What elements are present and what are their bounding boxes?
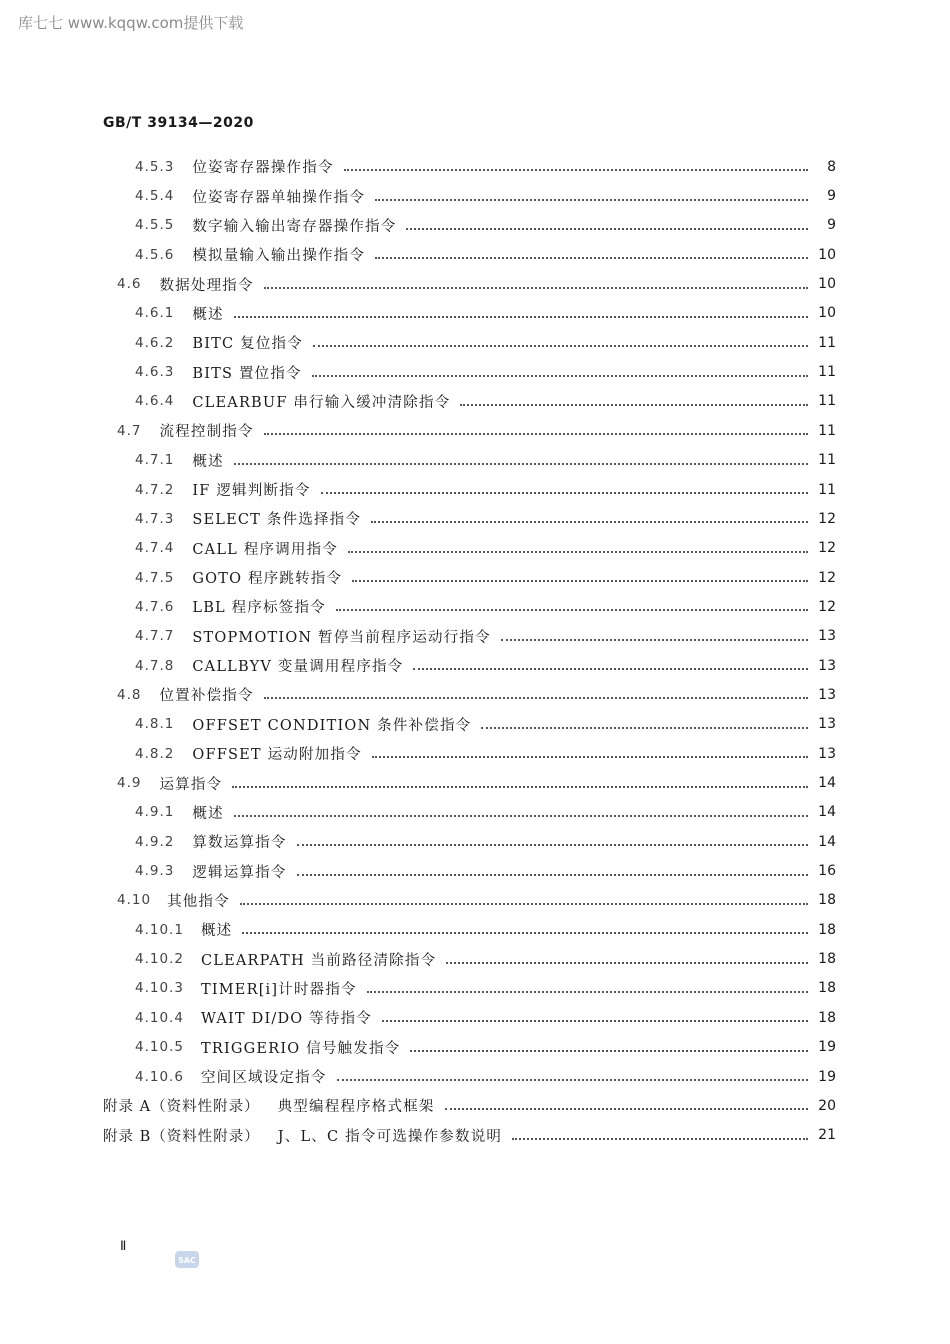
toc-entry-title: BITC 复位指令 [192, 336, 303, 353]
toc-entry-title: SELECT 条件选择指令 [192, 512, 362, 529]
toc-entry-text [135, 450, 228, 471]
toc-entry-number: 4.10.3 [135, 980, 184, 997]
toc-entry-number: 4.7.3 [135, 510, 175, 527]
toc-entry-text [135, 156, 338, 177]
toc-dot-leader [240, 902, 808, 905]
toc-entry[interactable] [0, 1121, 950, 1150]
toc-dot-leader [348, 550, 808, 553]
toc-entry-title: 模拟量输入输出操作指令 [192, 248, 366, 265]
toc-dot-leader [481, 726, 808, 729]
toc-entry-title: 位置补偿指令 [159, 688, 254, 705]
toc-entry[interactable] [0, 974, 950, 1003]
svg-text:SAC: SAC [178, 1255, 196, 1265]
toc-entry-page: 9 [827, 188, 836, 205]
toc-entry-number: 4.7.1 [135, 452, 175, 469]
toc-entry-number: 4.8.2 [135, 745, 175, 762]
toc-dot-leader [372, 755, 808, 758]
toc-entry-title: 算数运算指令 [192, 835, 287, 852]
toc-entry-number: 4.5.6 [135, 246, 175, 263]
toc-dot-leader [375, 198, 808, 201]
toc-entry-text [135, 479, 315, 500]
toc-entry-title: IF 逻辑判断指令 [192, 483, 311, 500]
toc-entry-text [135, 332, 307, 353]
toc-entry-page: 13 [818, 686, 836, 703]
toc-entry-title: 数字输入输出寄存器操作指令 [192, 218, 397, 235]
toc-entry-page: 18 [818, 892, 836, 909]
toc-entry-page: 8 [827, 158, 836, 175]
toc-entry-title: CALL 程序调用指令 [192, 541, 338, 558]
toc-entry-number: 4.10 [117, 892, 152, 909]
toc-entry-text [135, 1007, 376, 1028]
toc-entry-title: STOPMOTION 暂停当前程序运动行指令 [192, 629, 491, 646]
toc-entry-page: 13 [818, 745, 836, 762]
toc-entry-page: 13 [818, 657, 836, 674]
toc-dot-leader [336, 608, 808, 611]
toc-entry[interactable] [0, 416, 950, 445]
toc-entry[interactable] [0, 798, 950, 827]
toc-entry-page: 12 [818, 540, 836, 557]
toc-dot-leader [234, 462, 808, 465]
sac-logo-icon [177, 1255, 197, 1265]
toc-entry[interactable] [0, 357, 950, 386]
toc-entry-text [135, 978, 361, 999]
toc-entry-page: 16 [818, 863, 836, 880]
toc-entry-title: CALLBYV 变量调用程序指令 [192, 659, 404, 676]
toc-entry-page: 19 [818, 1039, 836, 1056]
toc-entry-title: BITS 置位指令 [192, 365, 302, 382]
toc-entry-number: 4.10.4 [135, 1009, 184, 1026]
toc-entry[interactable] [0, 152, 950, 181]
toc-entry-text [135, 215, 400, 236]
toc-entry-page: 12 [818, 569, 836, 586]
toc-entry-page: 11 [818, 452, 836, 469]
toc-entry-number: 4.6.4 [135, 393, 175, 410]
toc-entry-number: 4.9 [117, 775, 142, 792]
toc-entry-number: 4.7.8 [135, 657, 175, 674]
toc-entry-text [135, 391, 454, 412]
toc-entry[interactable] [0, 534, 950, 563]
toc-entry-number: 4.9.3 [135, 863, 175, 880]
toc-entry[interactable] [0, 856, 950, 885]
toc-entry-number: 4.10.5 [135, 1039, 184, 1056]
toc-entry-text [135, 919, 236, 940]
toc-entry-page: 12 [818, 598, 836, 615]
toc-entry-page: 12 [818, 510, 836, 527]
toc-dot-leader [242, 931, 808, 934]
toc-entry-number: 4.9.1 [135, 804, 175, 821]
toc-entry-page: 13 [818, 628, 836, 645]
toc-entry-page: 18 [818, 951, 836, 968]
toc-entry-title: 典型编程程序格式框架 [277, 1099, 435, 1116]
toc-dot-leader [337, 1078, 808, 1081]
toc-entry-title: 概述 [192, 805, 224, 822]
toc-entry-text [117, 420, 258, 441]
toc-entry[interactable] [0, 592, 950, 621]
toc-dot-leader [344, 168, 808, 171]
toc-dot-leader [264, 696, 808, 699]
toc-entry[interactable] [0, 739, 950, 768]
toc-entry-text [135, 802, 228, 823]
toc-entry[interactable] [0, 680, 950, 709]
toc-entry-text [135, 714, 475, 735]
toc-entry[interactable] [0, 387, 950, 416]
toc-dot-leader [501, 638, 808, 641]
toc-entry[interactable] [0, 886, 950, 915]
toc-entry-text [135, 831, 291, 852]
toc-entry-number: 4.8 [117, 686, 142, 703]
toc-entry-title: CLEARBUF 串行输入缓冲清除指令 [192, 394, 451, 411]
toc-entry-title: TRIGGERIO 信号触发指令 [200, 1040, 401, 1057]
toc-entry-number: 4.6.1 [135, 305, 175, 322]
toc-entry-number: 4.6.3 [135, 364, 175, 381]
toc-entry-title: 空间区域设定指令 [200, 1070, 327, 1087]
toc-entry[interactable] [0, 944, 950, 973]
toc-entry-number: 4.8.1 [135, 716, 175, 733]
toc-entry-page: 11 [818, 334, 836, 351]
toc-entry[interactable] [0, 240, 950, 269]
toc-dot-leader [234, 814, 808, 817]
toc-entry-title: 位姿寄存器单轴操作指令 [192, 189, 366, 206]
toc-dot-leader [321, 491, 808, 494]
toc-entry-text [135, 949, 440, 970]
toc-entry-number: 4.7.5 [135, 569, 175, 586]
toc-entry-page: 14 [818, 833, 836, 850]
toc-entry-page: 18 [818, 921, 836, 938]
toc-entry-page: 10 [818, 305, 836, 322]
toc-entry-text [135, 303, 228, 324]
toc-entry[interactable] [0, 622, 950, 651]
toc-entry-page: 19 [818, 1068, 836, 1085]
toc-entry-title: TIMER[i]计时器指令 [200, 981, 357, 998]
toc-entry-text [135, 1037, 404, 1058]
toc-entry-text [135, 626, 495, 647]
toc-dot-leader [234, 315, 808, 318]
toc-entry[interactable] [0, 1091, 950, 1120]
toc-entry-page: 21 [818, 1127, 836, 1144]
toc-entry-title: 其他指令 [167, 893, 230, 910]
page-number: Ⅱ [120, 1238, 127, 1253]
toc-entry-number: 4.7.6 [135, 598, 175, 615]
toc-entry-number: 4.7.4 [135, 540, 175, 557]
toc-entry-number: 4.10.1 [135, 921, 184, 938]
toc-entry[interactable] [0, 446, 950, 475]
toc-entry-text [135, 538, 342, 559]
toc-dot-leader [232, 785, 808, 788]
toc-dot-leader [460, 403, 808, 406]
toc-entry-number: 4.7.7 [135, 628, 175, 645]
toc-entry-title: 逻辑运算指令 [192, 864, 287, 881]
toc-entry-title: LBL 程序标签指令 [192, 600, 326, 617]
toc-dot-leader [512, 1137, 808, 1140]
toc-entry-text [135, 508, 365, 529]
toc-entry[interactable] [0, 710, 950, 739]
toc-entry-title: 数据处理指令 [159, 277, 254, 294]
toc-entry-title: 概述 [200, 923, 233, 940]
toc-entry-text [135, 655, 407, 676]
toc-entry-text [117, 890, 234, 911]
toc-entry[interactable] [0, 504, 950, 533]
toc-dot-leader [297, 873, 808, 876]
toc-entry-title: 概述 [192, 453, 224, 470]
toc-dot-leader [371, 520, 808, 523]
toc-entry-number: 4.9.2 [135, 833, 175, 850]
toc-dot-leader [312, 374, 808, 377]
toc-entry-page: 11 [818, 481, 836, 498]
toc-entry-page: 14 [818, 775, 836, 792]
toc-entry[interactable] [0, 299, 950, 328]
toc-entry-text [135, 596, 330, 617]
toc-entry[interactable] [0, 1062, 950, 1091]
toc-entry-page: 10 [818, 246, 836, 263]
toc-entry-text [135, 861, 291, 882]
toc-entry-page: 9 [827, 217, 836, 234]
toc-entry-text [135, 362, 306, 383]
toc-entry-title: WAIT DI/DO 等待指令 [200, 1011, 372, 1028]
toc-entry-page: 20 [818, 1097, 836, 1114]
toc-entry-page: 10 [818, 276, 836, 293]
toc-entry-page: 18 [818, 1009, 836, 1026]
toc-entry-page: 18 [818, 980, 836, 997]
toc-entry[interactable] [0, 563, 950, 592]
toc-entry-number: 4.5.4 [135, 188, 175, 205]
toc-dot-leader [297, 843, 808, 846]
toc-entry-number: 4.5.5 [135, 217, 175, 234]
toc-entry-page: 14 [818, 804, 836, 821]
toc-entry[interactable] [0, 328, 950, 357]
toc-dot-leader [445, 1107, 808, 1110]
toc-entry-title: 运算指令 [159, 776, 223, 793]
standard-number: GB/T 39134—2020 [103, 115, 254, 131]
toc-entry[interactable] [0, 269, 950, 298]
sac-logo [175, 1251, 199, 1268]
toc-dot-leader [413, 667, 808, 670]
toc-entry-text [135, 743, 366, 764]
toc-entry-number: 4.10.6 [135, 1068, 184, 1085]
toc-dot-leader [264, 286, 808, 289]
toc-entry-page: 13 [818, 716, 836, 733]
toc-dot-leader [313, 344, 808, 347]
toc-dot-leader [264, 432, 808, 435]
toc-entry-number: 4.5.3 [135, 158, 175, 175]
toc-entry-text [135, 186, 369, 207]
toc-entry[interactable] [0, 1003, 950, 1032]
toc-entry-text [103, 1125, 506, 1146]
toc-entry-text [117, 773, 226, 794]
toc-entry-text [117, 274, 258, 295]
toc-entry-page: 11 [818, 422, 836, 439]
toc-entry-title: CLEARPATH 当前路径清除指令 [200, 952, 437, 969]
toc-entry[interactable] [0, 827, 950, 856]
watermark-text: 库七七 www.kqqw.com提供下载 [18, 14, 244, 32]
toc-entry-text [103, 1095, 439, 1116]
toc-entry-number: 4.7.2 [135, 481, 175, 498]
toc-entry-number: 4.6.2 [135, 334, 175, 351]
toc-entry[interactable] [0, 181, 950, 210]
toc-entry-number: 附录 A（资料性附录） [103, 1099, 260, 1116]
toc-entry-title: OFFSET CONDITION 条件补偿指令 [192, 717, 472, 734]
toc-dot-leader [410, 1049, 808, 1052]
toc-dot-leader [406, 227, 808, 230]
toc-entry-title: 流程控制指令 [159, 424, 254, 441]
toc-entry-text [135, 567, 346, 588]
toc-entry-title: 概述 [192, 306, 224, 323]
toc-entry-text [135, 244, 369, 265]
toc-dot-leader [375, 256, 808, 259]
toc-entry-number: 4.7 [117, 422, 142, 439]
toc-dot-leader [382, 1019, 808, 1022]
toc-entry[interactable] [0, 1033, 950, 1062]
toc-entry-number: 4.10.2 [135, 951, 184, 968]
toc-dot-leader [352, 579, 808, 582]
toc-entry[interactable] [0, 211, 950, 240]
toc-entry-number: 附录 B（资料性附录） [103, 1128, 260, 1145]
toc-dot-leader [367, 990, 808, 993]
toc-entry[interactable] [0, 651, 950, 680]
toc-entry[interactable] [0, 915, 950, 944]
toc-entry-title: 位姿寄存器操作指令 [192, 160, 334, 177]
toc-dot-leader [446, 961, 808, 964]
toc-entry-text [117, 684, 258, 705]
toc-entry-text [135, 1066, 331, 1087]
toc-entry[interactable] [0, 768, 950, 797]
toc-entry[interactable] [0, 475, 950, 504]
toc-entry-title: GOTO 程序跳转指令 [192, 571, 343, 588]
toc-entry-title: OFFSET 运动附加指令 [192, 747, 362, 764]
toc-entry-page: 11 [818, 364, 836, 381]
toc-entry-title: J、L、C 指令可选操作参数说明 [277, 1128, 503, 1145]
toc-entry-page: 11 [818, 393, 836, 410]
toc-entry-number: 4.6 [117, 276, 142, 293]
